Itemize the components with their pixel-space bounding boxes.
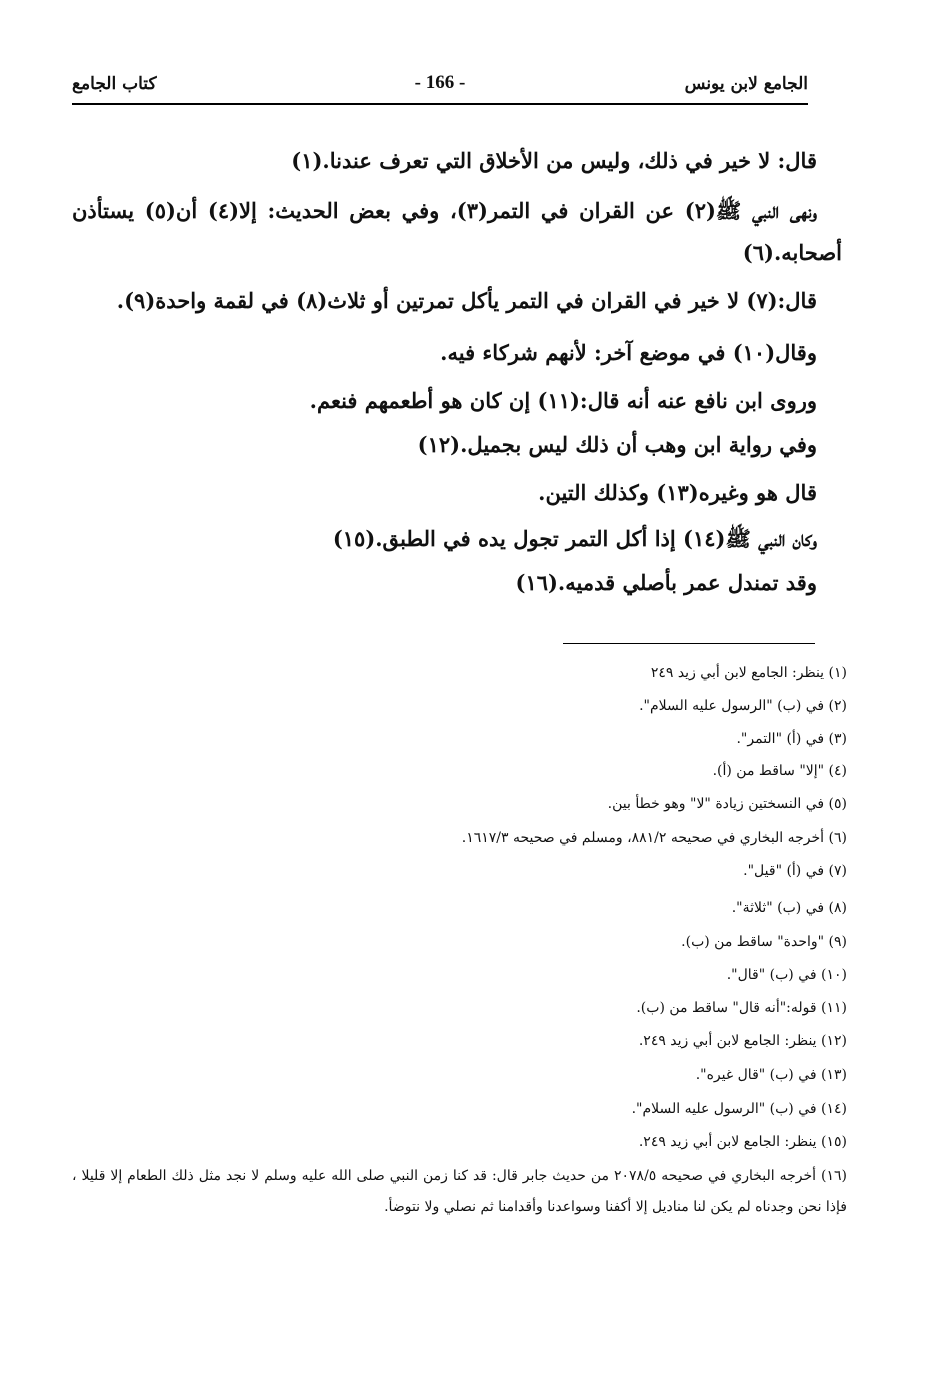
footnote-2: (٢) في (ب) "الرسول عليه السلام".: [639, 698, 847, 714]
body-line-6: وروى ابن نافع عنه أنه قال:(١١) إن كان هو أطعمهم فنعم.: [309, 388, 817, 413]
footnote-14: (١٤) في (ب) "الرسول عليه السلام".: [631, 1101, 847, 1117]
body-line-3: أصحابه.(٦): [742, 240, 842, 265]
footnote-8: (٨) في (ب) "ثلاثة".: [731, 900, 847, 916]
body-line-4: قال:(٧) لا خير في القران في التمر يأكل تمرتين أو ثلاث(٨) في لقمة واحدة(٩).: [116, 288, 817, 313]
footnote-5: (٥) في النسختين زيادة "لا" وهو خطأ بين.: [607, 796, 847, 812]
footnote-12: (١٢) ينظر: الجامع لابن أبي زيد ٢٤٩.: [638, 1033, 847, 1049]
footnote-7: (٧) في (أ) "قيل".: [743, 863, 847, 879]
chapter-title: كتاب الجامع: [72, 74, 157, 94]
footnote-4: (٤) "إلا" ساقط من (أ).: [712, 763, 847, 779]
footnote-16: (١٦) أخرجه البخاري في صحيحه ٢٠٧٨/٥ من حديث جابر قال: قد كنا زمن النبي صلى الله عليه وسلم لا نجد مثل ذلك الطعام إلا قليلا ، فإذا نحن وجدناه لم يكن لنا مناديل إلا أكفنا وسواعدنا وأقدامنا ثم نصلي ولا نتوضأ.: [72, 1168, 847, 1215]
footnote-10: (١٠) في (ب) "قال".: [726, 967, 847, 983]
body-line-7: وفي رواية ابن وهب أن ذلك ليس بجميل.(١٢): [417, 432, 817, 457]
footnote-6: (٦) أخرجه البخاري في صحيحه ٨٨١/٢، ومسلم في صحيحه ١٦١٧/٣.: [461, 830, 847, 846]
header-rule: [72, 103, 808, 105]
footnote-3: (٣) في (أ) "التمر".: [736, 731, 847, 747]
footnote-15: (١٥) ينظر: الجامع لابن أبي زيد ٢٤٩.: [638, 1134, 847, 1150]
body-line-2: ونهى النبي ﷺ(٢) عن القران في التمر(٣)، وفي بعض الحديث: إلا(٤) أن(٥) يستأذن: [72, 198, 817, 223]
page-number: - 166 -: [414, 72, 466, 93]
body-line-9: وكان النبي ﷺ(١٤) إذا أكل التمر تجول يده في الطبق.(١٥): [332, 526, 817, 551]
footnote-9: (٩) "واحدة" ساقط من (ب).: [681, 934, 847, 950]
footnote-11: (١١) قوله:"أنه قال" ساقط من (ب).: [636, 1000, 847, 1016]
body-line-8: قال هو وغيره(١٣) وكذلك التين.: [538, 480, 817, 505]
book-title: الجامع لابن يونس: [684, 74, 808, 94]
footnote-1: (١) ينظر: الجامع لابن أبي زيد ٢٤٩: [650, 665, 847, 681]
footnote-rule: [563, 643, 815, 644]
body-line-10: وقد تمندل عمر بأصلي قدميه.(١٦): [515, 570, 817, 595]
body-line-5: وقال(١٠) في موضع آخر: لأنهم شركاء فيه.: [440, 340, 817, 365]
body-line-1: قال: لا خير في ذلك، وليس من الأخلاق التي تعرف عندنا.(١): [291, 148, 817, 173]
footnote-13: (١٣) في (ب) "قال غيره".: [695, 1067, 847, 1083]
page-header: [72, 70, 808, 106]
